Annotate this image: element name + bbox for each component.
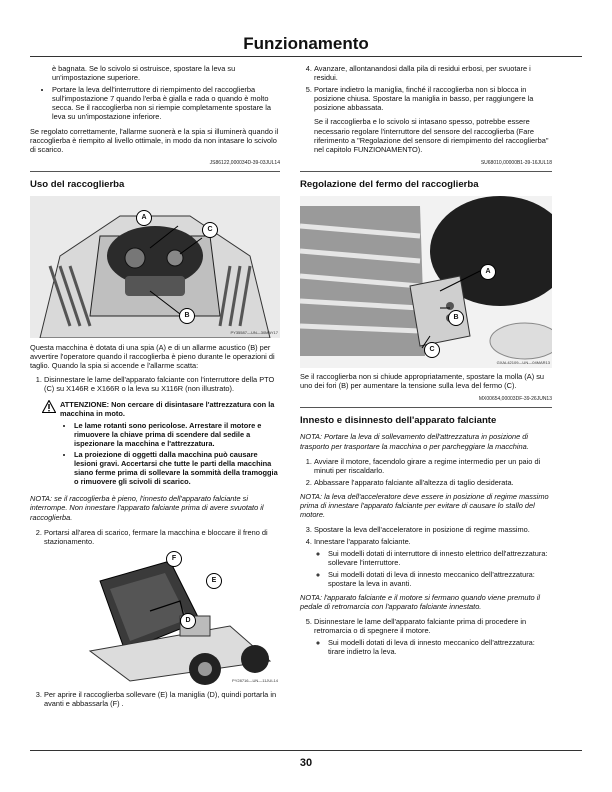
paragraph: Questa macchina è dotata di una spia (A) e di un allarme acustico (B) per avvertire l'operatore quando il raccoglierba è pieno durante le operazioni di taglio. Quando la spia si accende e l'allarme scatta: bbox=[30, 343, 275, 371]
note bbox=[300, 432, 552, 450]
note bbox=[30, 494, 280, 521]
callout-f: F bbox=[166, 551, 182, 567]
figure-latch bbox=[300, 196, 552, 368]
list-item: ◦ Sui modelli dotati di leva di innesto meccanico dell'attrezzatura: tirare indietro la leva. bbox=[328, 638, 552, 656]
reference-code: SU68010,00000B1-39-16JUL18 bbox=[480, 159, 552, 166]
divider bbox=[300, 407, 552, 408]
right-column bbox=[300, 64, 552, 661]
list-item: • Portare la leva dell'interruttore di riempimento del raccoglierba sull'impostazione 7 quando l'erba è gialla e rada o quando è molto secca. Se il raccoglierba non si riempie completamente spostare la leva su un'impostazione inferiore. bbox=[52, 85, 280, 121]
note-text: l'apparato falciante e il motore si fermano quando viene premuto il pedale di retromarcia con l'apparato falciante innestato. bbox=[300, 592, 540, 611]
note-label: NOTA: bbox=[300, 592, 323, 602]
divider bbox=[30, 171, 280, 172]
step-1: 1. Disinnestare le lame dell'apparato falciante con l'interruttore della PTO (C) su X146R e X166R o la leva su X116R (non illustrato). bbox=[44, 375, 280, 393]
footer-rule bbox=[30, 750, 582, 751]
callout-c: C bbox=[424, 342, 440, 358]
header-rule bbox=[30, 56, 582, 57]
note-text: se il raccoglierba è pieno, l'innesto dell'apparato falciante si interrompe. Non innestare l'apparato falciante prima di avere svuotato il raccoglierba. bbox=[30, 494, 264, 522]
figure-code: PY28716—UN—11JUL14 bbox=[232, 677, 278, 683]
list-item: ◦ Sui modelli dotati di leva di innesto meccanico dell'attrezzatura: spostare la leva in avanti. bbox=[328, 570, 552, 588]
latch-illustration bbox=[300, 196, 552, 368]
reference-code: JS86122,000034D-39-03JUL14 bbox=[209, 159, 280, 166]
collector-illustration bbox=[30, 551, 280, 686]
step-1: 1. Avviare il motore, facendolo girare a regime intermedio per un paio di minuti per riscaldarlo. bbox=[314, 457, 552, 475]
warning-icon bbox=[42, 400, 56, 413]
step-3: 3. Per aprire il raccoglierba sollevare (E) la maniglia (D), quindi portarla in avanti e abbassarla (F) . bbox=[44, 690, 280, 708]
callout-a: A bbox=[136, 210, 152, 226]
left-column bbox=[30, 64, 280, 713]
figure-code: PY35587—UN—30MAY17 bbox=[230, 329, 278, 335]
step-5: 5. Portare indietro la maniglia, finché il raccoglierba non si blocca in posizione chiusa. Spostare la maniglia in basso, per raggiungere la posizione abbassata. Se il raccoglierba e lo scivolo si intasano spesso, potrebbe essere necessario regolare l'interruttore del sensore del raccoglierba (Fare riferimento a "Regolazione del sensore di riempimento del raccoglierba" nel capitolo FUNZIONAMENTO). bbox=[314, 85, 552, 154]
page-number: 30 bbox=[299, 757, 313, 769]
page-title: Funzionamento bbox=[243, 34, 369, 53]
callout-a: A bbox=[480, 264, 496, 280]
figure-collector-open bbox=[30, 551, 280, 686]
warning-item: • Le lame rotanti sono pericolose. Arrestare il motore e rimuovere la chiave prima di scendere dal sedile a ispezionare la macchina e l'attrezzatura. bbox=[74, 421, 280, 448]
callout-b: B bbox=[448, 310, 464, 326]
section-heading: Uso del raccoglierba bbox=[30, 178, 125, 190]
warning-item: • La proiezione di oggetti dalla macchina può causare lesioni gravi. Accertarsi che tutte le parti della macchina siano ferme prima di sollevare la sommità della tramoggia o rimuovere gli scivoli di scarico. bbox=[74, 450, 280, 486]
step-2: 2. Portarsi all'area di scarico, fermare la macchina e bloccare il freno di stazionamento. bbox=[44, 528, 280, 546]
figure-code: GXAL42109—UN—04MAR13 bbox=[496, 359, 550, 365]
paragraph: Se il raccoglierba non si chiude appropriatamente, spostare la molla (A) su uno dei fori (B) per aumentare la tensione sulla leva del fermo (C). bbox=[300, 372, 545, 391]
list-item: è bagnata. Se lo scivolo si ostruisce, spostare la leva su un'impostazione superiore. bbox=[52, 64, 236, 83]
reference-code: MX00654,00003DF-39-26JUN13 bbox=[478, 396, 552, 403]
warning-heading: ATTENZIONE: Non cercare di disintasare l'attrezzatura con la macchina in moto. bbox=[60, 399, 275, 418]
note-text: Portare la leva di sollevamento dell'attrezzatura in posizione di trasporto per trasportare la macchina o per parcheggiare la macchina. bbox=[300, 432, 529, 451]
divider bbox=[300, 171, 552, 172]
note-label: NOTA: bbox=[300, 432, 323, 442]
note bbox=[300, 492, 552, 519]
list-item: ◦ Sui modelli dotati di interruttore di innesto elettrico dell'attrezzatura: sollevare l'interruttore. bbox=[328, 549, 552, 567]
section-heading: Regolazione del fermo del raccoglierba bbox=[300, 178, 479, 190]
note-label: NOTA: bbox=[30, 494, 53, 504]
step-4: 4. Avanzare, allontanandosi dalla pila di residui erbosi, per svuotare i residui. bbox=[314, 64, 552, 82]
callout-c: C bbox=[202, 222, 218, 238]
paragraph: Se regolato correttamente, l'allarme suonerà e la spia si illuminerà quando il raccoglierba è riempito al livello ottimale, in modo da non intasare lo scivolo di scarico. bbox=[30, 126, 279, 154]
callout-d: D bbox=[180, 613, 196, 629]
step-4: 4. Innestare l'apparato falciante. ◦ Sui modelli dotati di interruttore di innesto elettrico dell'attrezzatura: sollevare l'interruttore. ◦ Sui modelli dotati di leva di innesto meccanico dell'attrezzatura: spostare la leva in avanti. bbox=[314, 537, 552, 587]
section-heading: Innesto e disinnesto dell'apparato falciante bbox=[300, 415, 497, 427]
warning-box bbox=[42, 400, 280, 489]
dashboard-illustration bbox=[30, 196, 280, 338]
figure-dashboard bbox=[30, 196, 280, 338]
paragraph: Se il raccoglierba e lo scivolo si intasano spesso, potrebbe essere necessario regolare l'interruttore del sensore del raccoglierba (Fare riferimento a "Regolazione del sensore di riempimento del raccoglierba" nel capitolo FUNZIONAMENTO). bbox=[314, 117, 549, 154]
step-2: 2. Abbassare l'apparato falciante all'altezza di taglio desiderata. bbox=[314, 478, 552, 487]
callout-b: B bbox=[179, 308, 195, 324]
callout-e: E bbox=[206, 573, 222, 589]
step-3: 3. Spostare la leva dell'acceleratore in posizione di regime massimo. bbox=[314, 525, 552, 534]
note bbox=[300, 593, 552, 611]
note-label: NOTA: bbox=[300, 491, 323, 501]
step-5: 5. Disinnestare le lame dell'apparato falciante prima di procedere in retromarcia o di spegnere il motore. ◦ Sui modelli dotati di leva di innesto meccanico dell'attrezzatura: tirare indietro la leva. bbox=[314, 617, 552, 656]
note-text: la leva dell'acceleratore deve essere in posizione di regime massimo prima di innestare l'apparato falciante per evitare di causare lo stallo del motore. bbox=[300, 491, 549, 520]
